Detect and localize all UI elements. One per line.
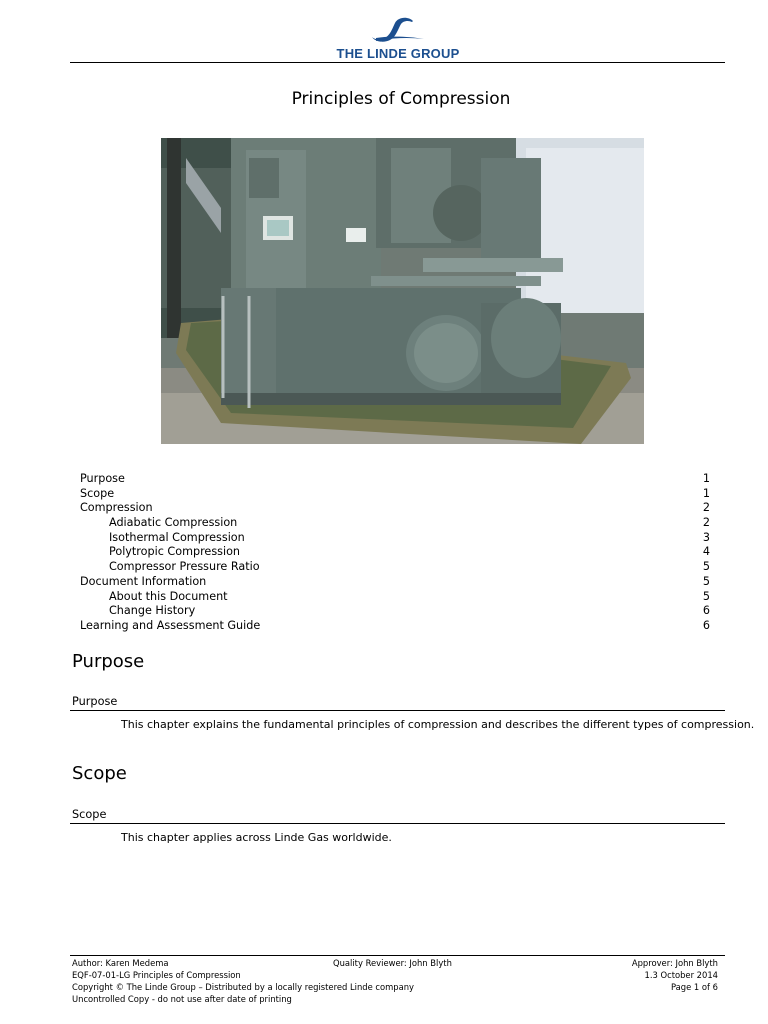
- toc-entry[interactable]: Compression 2: [80, 501, 710, 515]
- section-rule: [70, 823, 725, 824]
- footer-page-number: Page 1 of 6: [671, 981, 718, 992]
- page-footer: [72, 958, 718, 1006]
- footer-version: 1.3 October 2014: [644, 969, 718, 980]
- purpose-heading: Purpose: [72, 651, 145, 672]
- document-title: Principles of Compression: [291, 89, 511, 109]
- footer-approver: Approver: John Blyth: [631, 958, 718, 968]
- purpose-text: This chapter explains the fundamental principles of compression and describes the different types of compression.: [121, 718, 755, 731]
- scope-text: This chapter applies across Linde Gas worldwide.: [121, 831, 392, 844]
- company-name: THE LINDE GROUP: [336, 46, 460, 61]
- footer-copyright: Copyright © The Linde Group – Distributed by a locally registered Linde company: [72, 981, 414, 992]
- toc-entry[interactable]: Change History 6: [109, 604, 710, 618]
- toc-entry[interactable]: Purpose 1: [80, 472, 710, 485]
- toc-entry[interactable]: Document Information 5: [80, 574, 710, 588]
- header-rule: [70, 62, 725, 63]
- toc-entry[interactable]: About this Document 5: [109, 589, 710, 603]
- footer-reviewer: Quality Reviewer: John Blyth: [333, 958, 452, 968]
- compressor-photo: [161, 138, 644, 444]
- scope-subheading: Scope: [72, 808, 107, 821]
- toc-entry[interactable]: Polytropic Compression 4: [109, 545, 710, 559]
- section-rule: [70, 710, 725, 711]
- linde-l-logo-icon: [368, 15, 428, 45]
- toc-entry[interactable]: Scope 1: [80, 486, 710, 500]
- toc-entry[interactable]: Isothermal Compression 3: [109, 530, 710, 544]
- purpose-subheading: Purpose: [72, 695, 118, 708]
- footer-author: Author: Karen Medema: [72, 958, 169, 968]
- scope-heading: Scope: [72, 763, 127, 784]
- toc-entry[interactable]: Learning and Assessment Guide 6: [80, 618, 710, 632]
- footer-disclaimer: Uncontrolled Copy - do not use after date of printing: [72, 993, 292, 1004]
- table-of-contents: [80, 472, 710, 634]
- footer-doc-id: EQF-07-01-LG Principles of Compression: [72, 969, 241, 980]
- toc-entry[interactable]: Compressor Pressure Ratio 5: [109, 560, 710, 574]
- footer-rule: [70, 955, 725, 956]
- toc-entry[interactable]: Adiabatic Compression 2: [109, 516, 710, 530]
